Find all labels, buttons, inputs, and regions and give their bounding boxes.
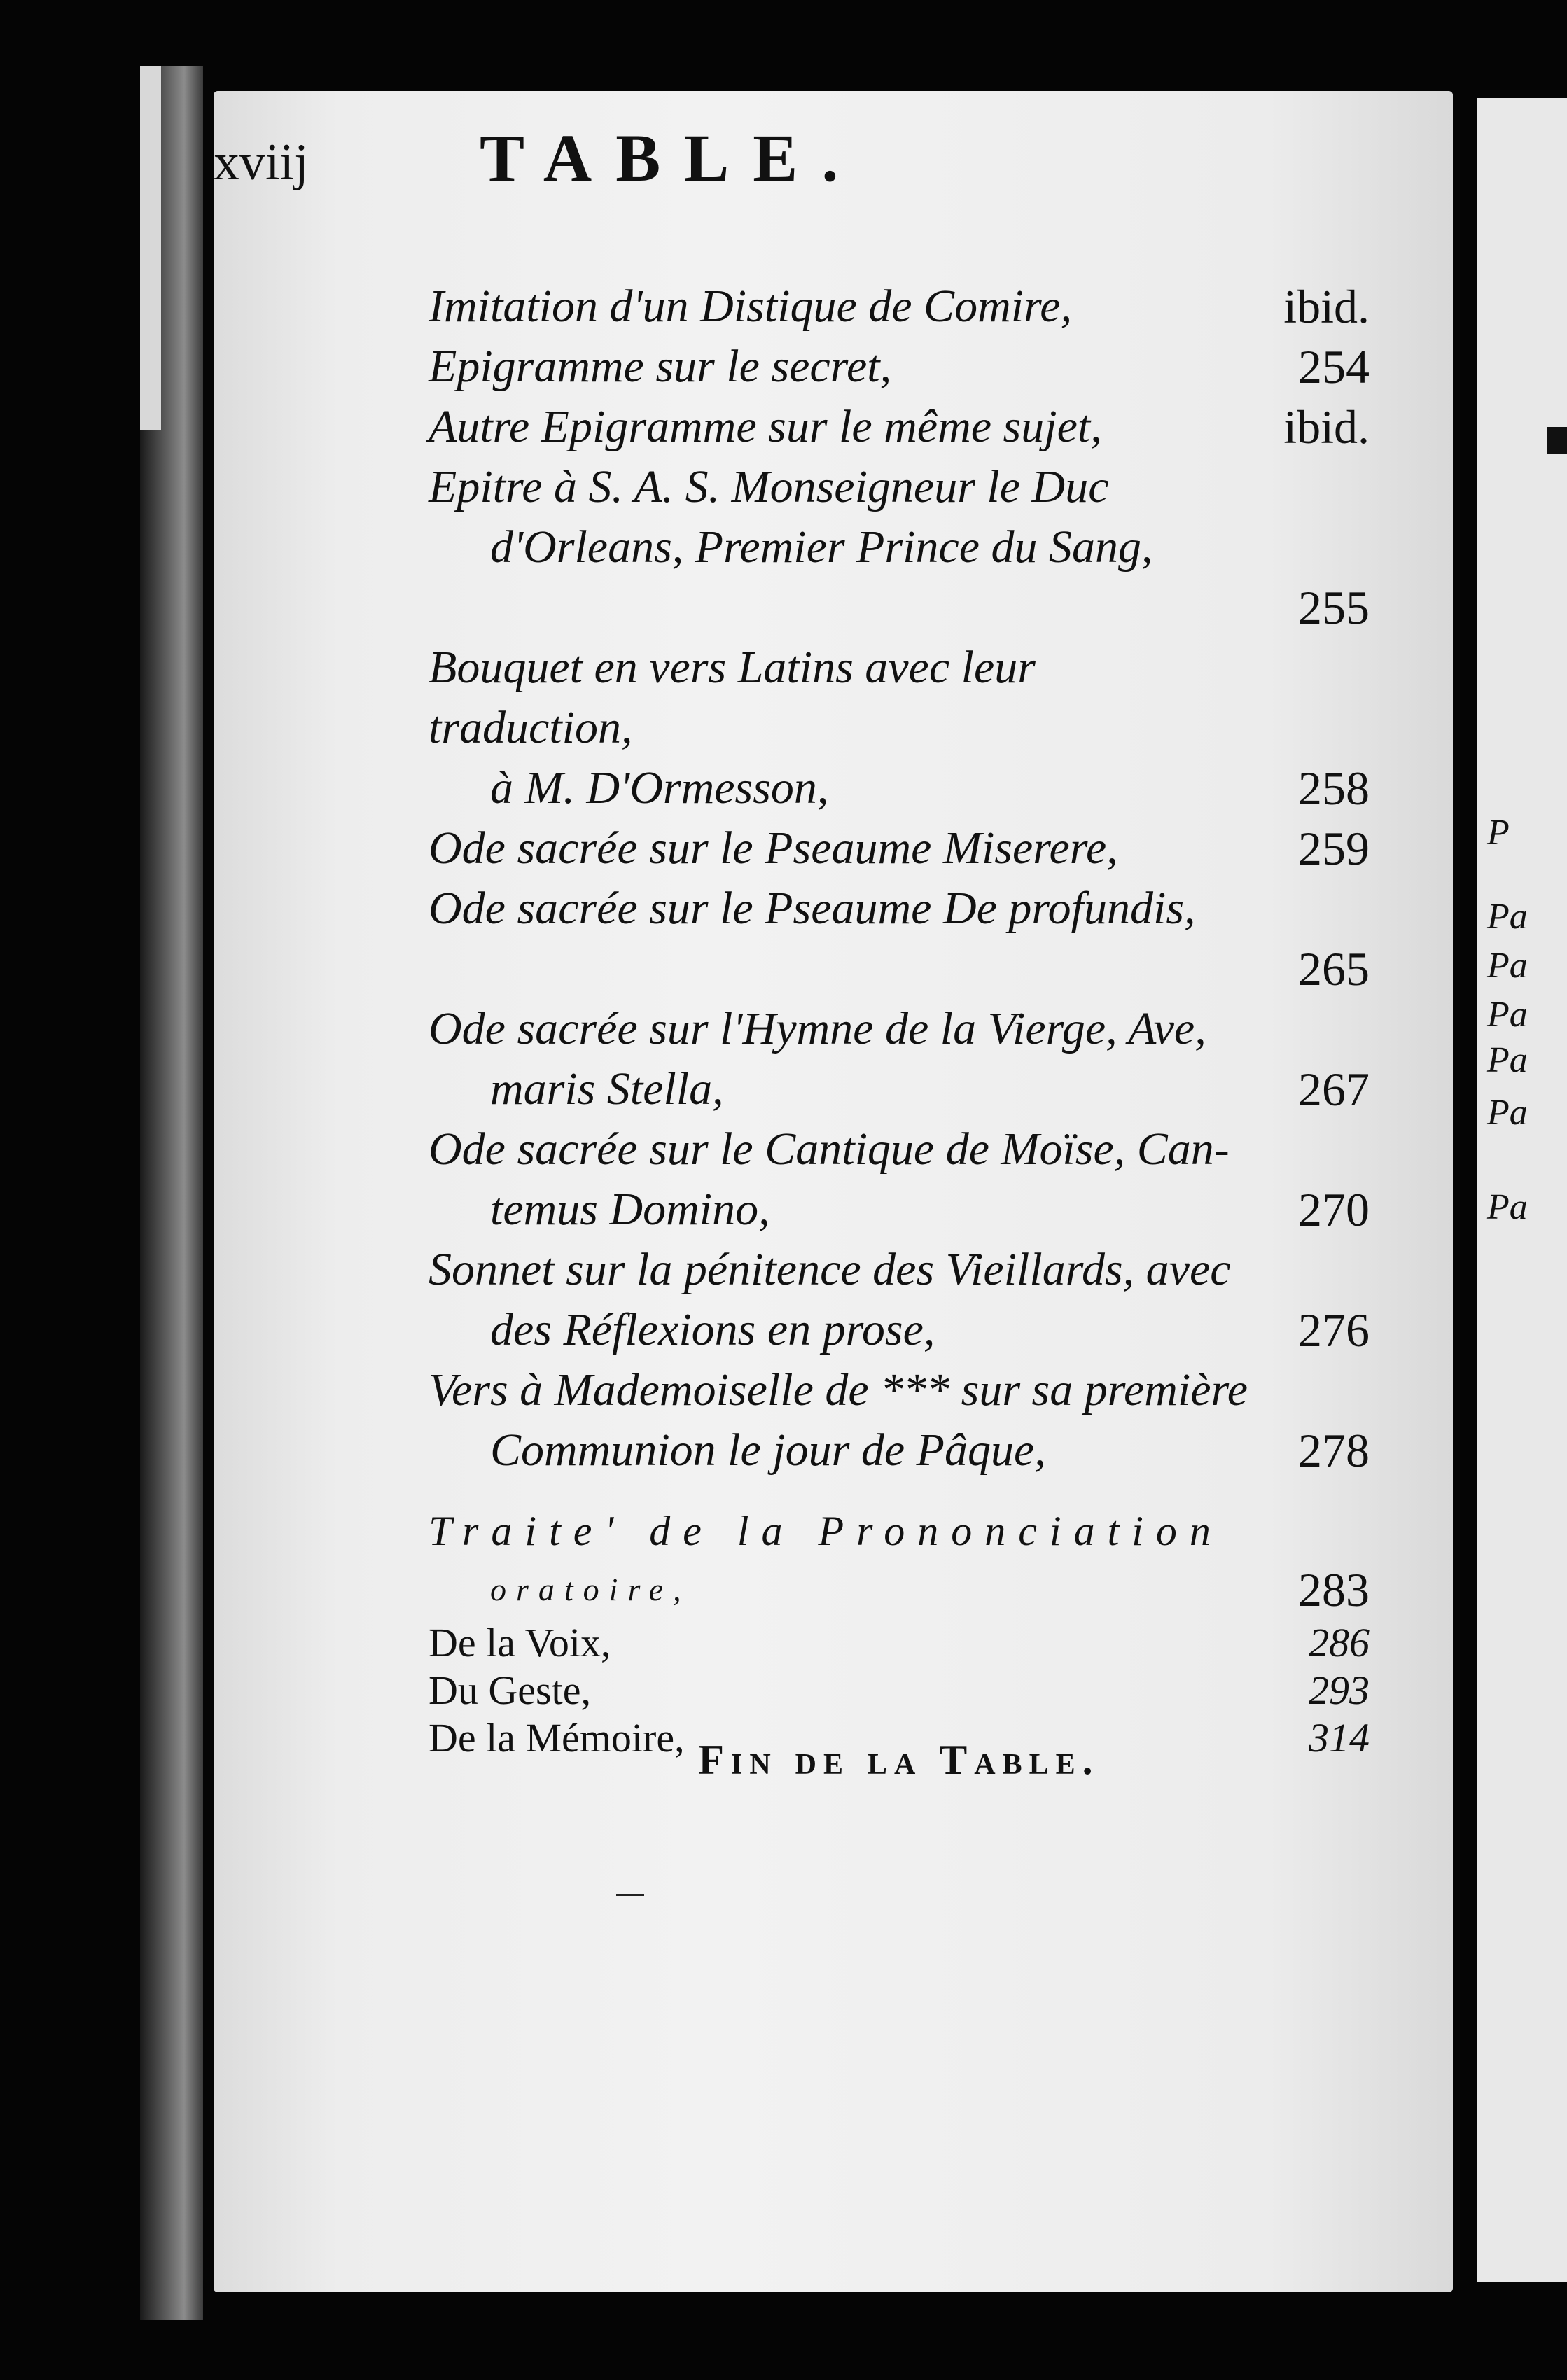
entry-page: ibid. <box>1283 400 1370 454</box>
section-item-page: 314 <box>1309 1715 1370 1760</box>
entry-page: 255 <box>1298 581 1370 634</box>
toc-entry <box>429 457 1370 638</box>
toc-entry <box>429 1119 1370 1240</box>
toc-entry <box>429 818 1370 878</box>
section-page: 283 <box>1298 1563 1370 1616</box>
entry-page: 276 <box>1298 1303 1370 1357</box>
toc-entry <box>429 638 1370 818</box>
entry-text-cont: des Réflexions en prose, <box>490 1304 935 1355</box>
toc-entry <box>429 1360 1370 1480</box>
adjacent-fragment: P <box>1487 813 1510 853</box>
entry-spacer <box>429 578 1370 638</box>
section-title-cont: oratoire, <box>490 1572 691 1607</box>
entry-text: Epigramme sur le secret, <box>429 341 892 392</box>
adjacent-fragment: Pa <box>1487 1093 1528 1133</box>
section-item-page: 286 <box>1309 1620 1370 1665</box>
toc-entry <box>429 999 1370 1119</box>
section-item <box>429 1619 1370 1667</box>
entry-text: Ode sacrée sur le Cantique de Moïse, Can- <box>429 1124 1230 1175</box>
toc-entry <box>429 337 1370 397</box>
section-item-page: 293 <box>1309 1667 1370 1713</box>
toc-entry <box>429 878 1370 999</box>
section-item <box>429 1667 1370 1714</box>
toc-entry <box>429 1240 1370 1360</box>
entry-text: Vers à Mademoiselle de *** sur sa première <box>429 1364 1248 1415</box>
end-of-table: Fin de la Table. <box>698 1737 1100 1783</box>
entry-text-cont: à M. D'Ormesson, <box>490 762 829 813</box>
entry-text-cont: Communion le jour de Pâque, <box>490 1424 1046 1476</box>
entry-text: Ode sacrée sur l'Hymne de la Vierge, Ave, <box>429 1003 1206 1054</box>
adjacent-fragment: Pa <box>1487 1187 1528 1227</box>
page-header <box>214 119 1369 210</box>
adjacent-fragment: Pa <box>1487 946 1528 986</box>
entry-page: 258 <box>1298 762 1370 815</box>
page-folio: xviij <box>214 134 309 191</box>
entry-text: Ode sacrée sur le Pseaume De profundis, <box>429 883 1196 934</box>
section-item-label: De la Mémoire, <box>429 1715 685 1760</box>
adjacent-fragment: Pa <box>1487 1040 1528 1080</box>
toc-entry <box>429 397 1370 457</box>
entry-page: 265 <box>1298 942 1370 995</box>
section-item-label: Du Geste, <box>429 1667 591 1713</box>
section-title-text: Traite' de la Prononciation <box>429 1508 1223 1554</box>
entry-page: 254 <box>1298 340 1370 393</box>
table-of-contents <box>429 276 1370 1762</box>
entry-page: 270 <box>1298 1183 1370 1236</box>
entry-text: Bouquet en vers Latins avec leur traduction, <box>429 642 1036 753</box>
entry-text-cont: temus Domino, <box>490 1184 770 1235</box>
entry-page: 267 <box>1298 1063 1370 1116</box>
toc-entry <box>429 276 1370 337</box>
adjacent-fragment: Pa <box>1487 995 1528 1035</box>
printer-mark <box>616 1893 644 1896</box>
entry-page: 259 <box>1298 822 1370 875</box>
entry-text-cont: d'Orleans, Premier Prince du Sang, <box>490 522 1153 573</box>
running-title: TABLE. <box>480 120 863 195</box>
entry-text: Imitation d'un Distique de Comire, <box>429 281 1073 332</box>
entry-page: ibid. <box>1283 280 1370 333</box>
entry-page: 278 <box>1298 1424 1370 1477</box>
section-item-label: De la Voix, <box>429 1620 611 1665</box>
entry-text: Autre Epigramme sur le même sujet, <box>429 401 1102 452</box>
entry-text: Sonnet sur la pénitence des Vieillards, avec <box>429 1244 1231 1295</box>
section-heading <box>429 1502 1370 1619</box>
entry-text: Ode sacrée sur le Pseaume Miserere, <box>429 822 1118 874</box>
adjacent-fragment: Pa <box>1487 897 1528 937</box>
entry-text-cont: maris Stella, <box>490 1063 724 1114</box>
entry-text: Epitre à S. A. S. Monseigneur le Duc <box>429 461 1109 512</box>
entry-spacer <box>429 939 1370 999</box>
